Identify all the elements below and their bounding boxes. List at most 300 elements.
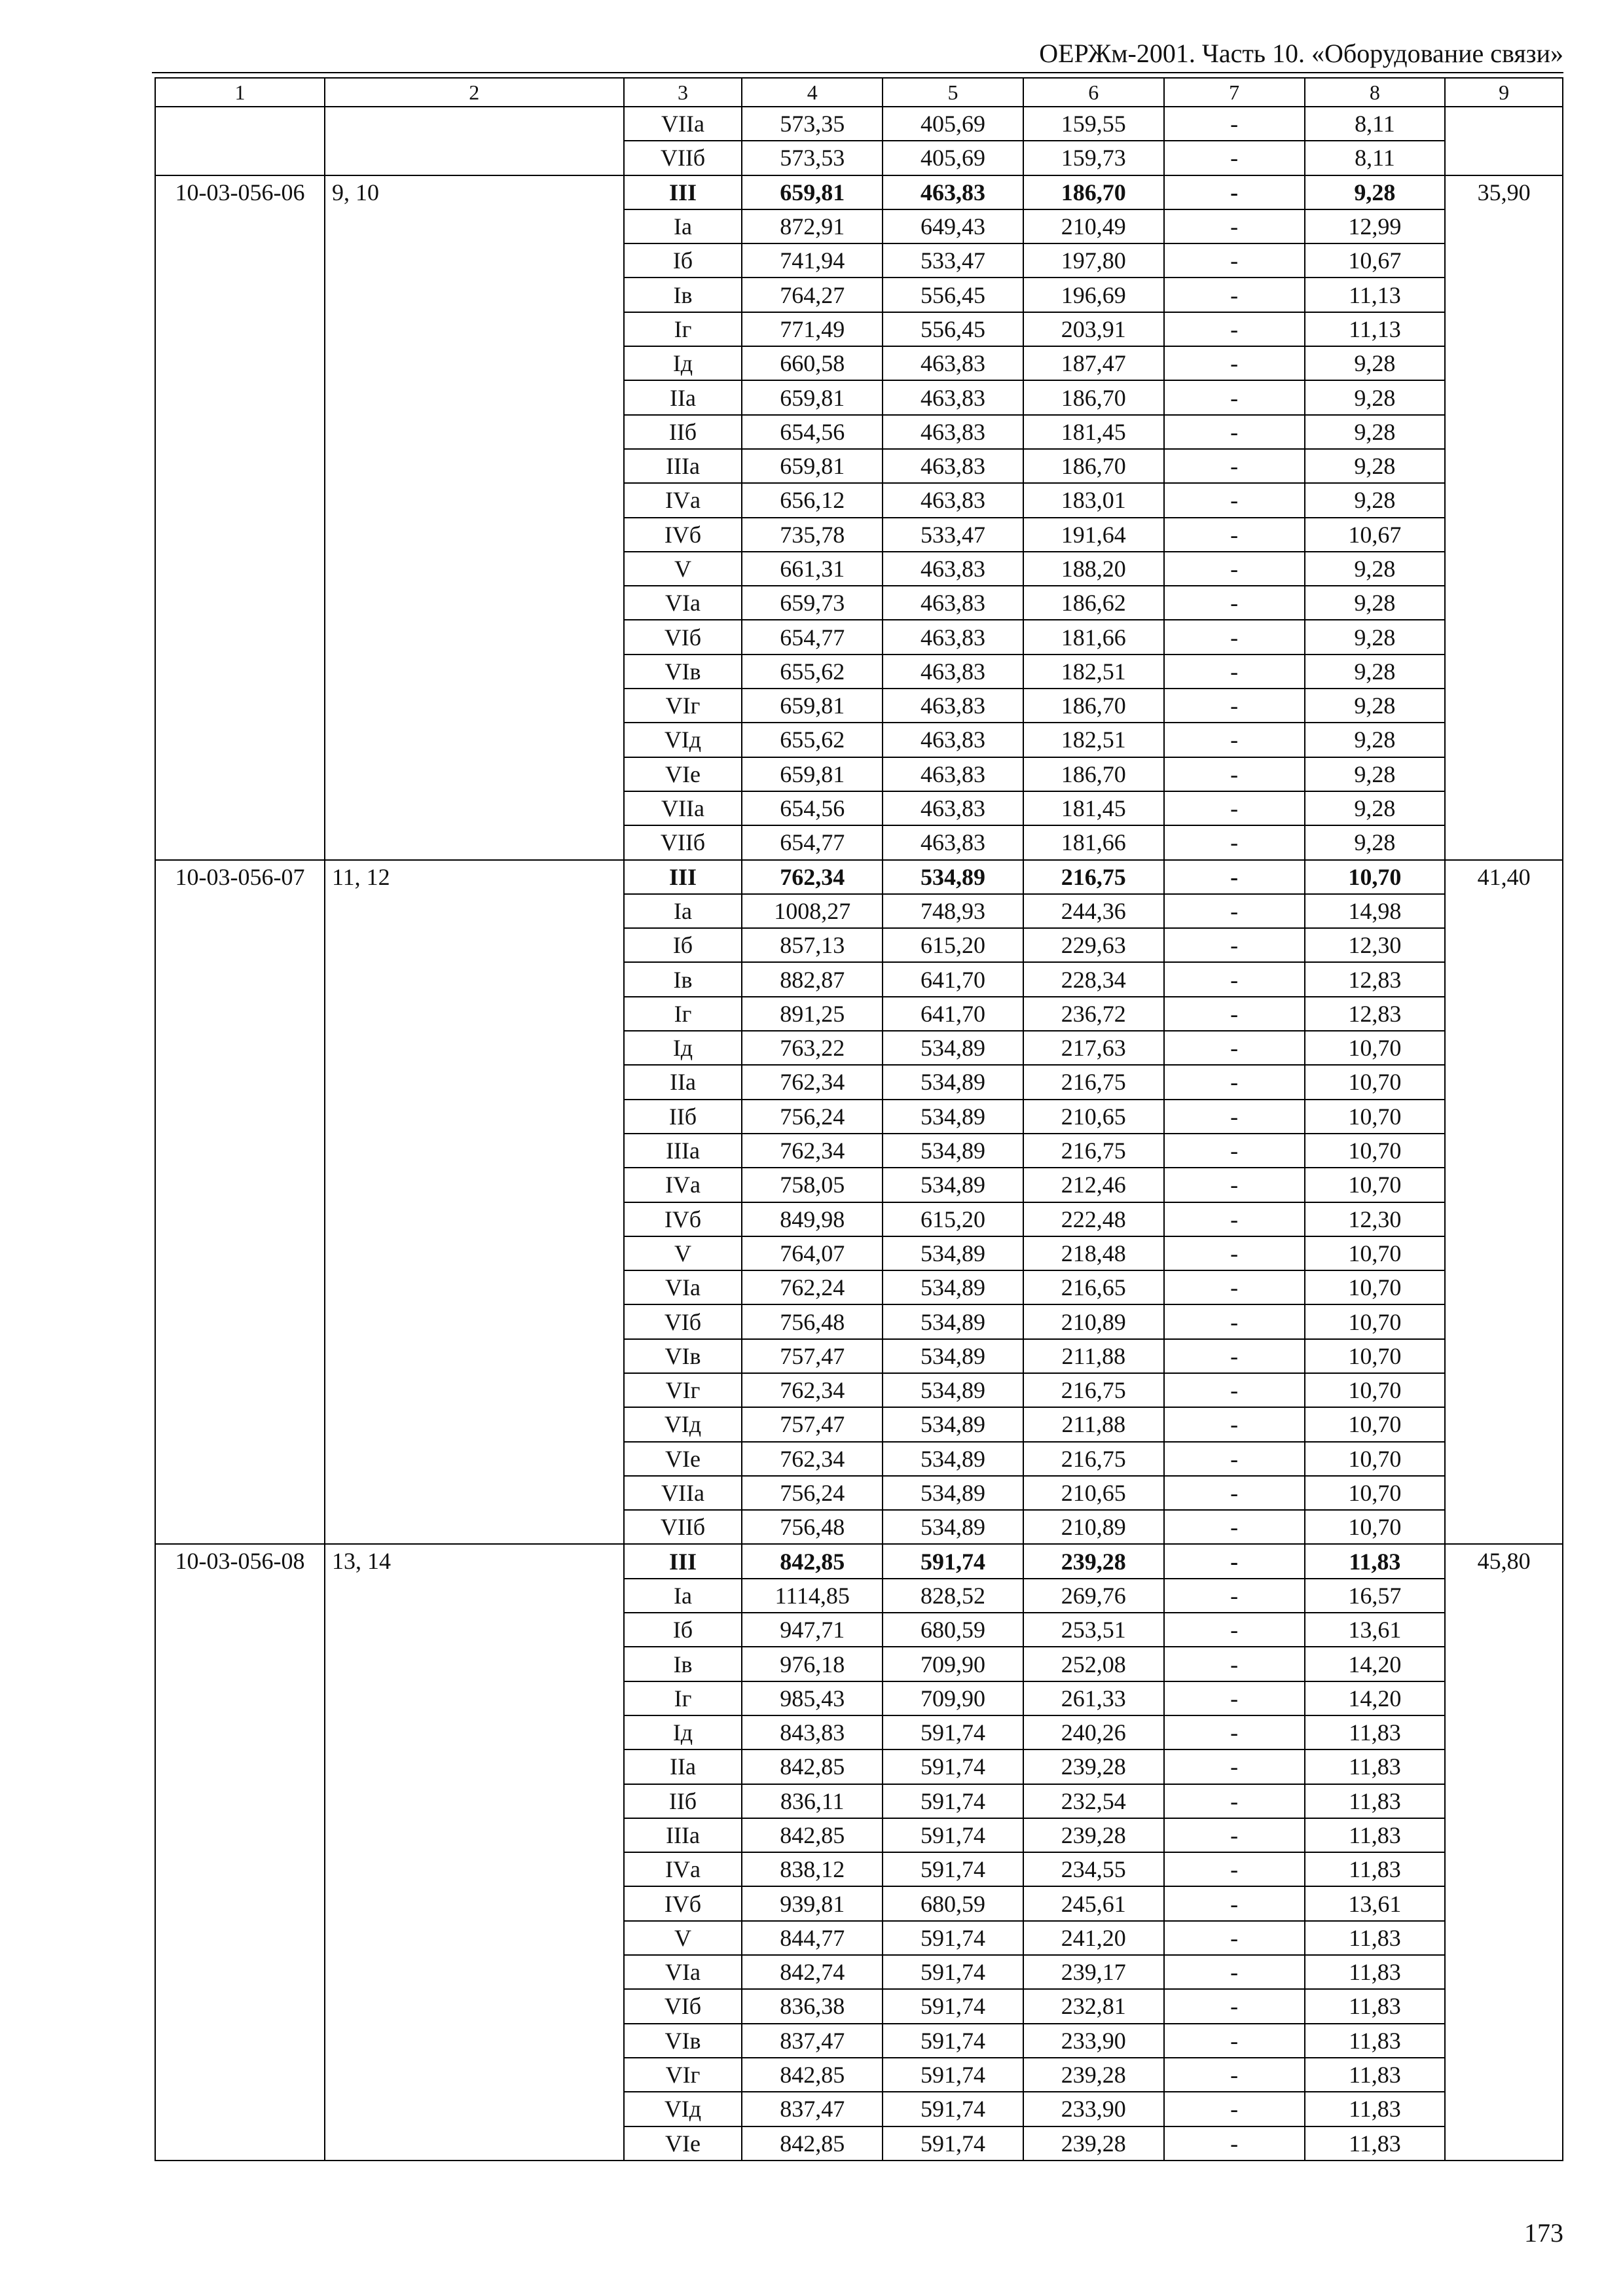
- value-cell-c7: -: [1164, 415, 1305, 449]
- value-cell-c6: 232,54: [1023, 1784, 1164, 1818]
- value-cell-c4: 757,47: [742, 1339, 883, 1373]
- value-cell-c6: 191,64: [1023, 518, 1164, 552]
- value-cell-c6: 186,70: [1023, 689, 1164, 723]
- category-cell: VIе: [624, 1442, 742, 1476]
- value-cell-c8: 9,28: [1305, 483, 1446, 517]
- value-cell-c5: 534,89: [883, 1031, 1023, 1065]
- value-cell-c4: 573,35: [742, 107, 883, 141]
- column-number: 3: [624, 78, 742, 107]
- variant-cell: 11, 12: [325, 860, 624, 1545]
- value-cell-c8: 10,67: [1305, 518, 1446, 552]
- value-cell-c7: -: [1164, 655, 1305, 689]
- category-cell: VIв: [624, 2024, 742, 2058]
- value-cell-c7: -: [1164, 1134, 1305, 1168]
- value-cell-c4: 659,81: [742, 689, 883, 723]
- variant-cell: 13, 14: [325, 1544, 624, 2160]
- value-cell-c5: 534,89: [883, 1134, 1023, 1168]
- value-cell-c6: 210,89: [1023, 1510, 1164, 1544]
- value-cell-c5: 591,74: [883, 1749, 1023, 1784]
- value-cell-c6: 233,90: [1023, 2092, 1164, 2126]
- rates-table-body: [155, 78, 1563, 2161]
- value-cell-c6: 239,28: [1023, 1818, 1164, 1852]
- value-cell-c4: 756,48: [742, 1304, 883, 1338]
- value-cell-c6: 217,63: [1023, 1031, 1164, 1065]
- value-cell-c7: -: [1164, 723, 1305, 757]
- value-cell-c5: 591,74: [883, 2092, 1023, 2126]
- category-cell: III: [624, 860, 742, 894]
- value-cell-c6: 239,28: [1023, 1749, 1164, 1784]
- category-cell: VIг: [624, 2058, 742, 2092]
- value-cell-c8: 10,70: [1305, 1065, 1446, 1099]
- value-cell-c4: 655,62: [742, 655, 883, 689]
- value-cell-c5: 641,70: [883, 962, 1023, 996]
- value-cell-c7: -: [1164, 107, 1305, 141]
- value-cell-c4: 837,47: [742, 2024, 883, 2058]
- value-cell-c7: -: [1164, 1031, 1305, 1065]
- value-cell-c8: 11,83: [1305, 1818, 1446, 1852]
- value-cell-c5: 534,89: [883, 1373, 1023, 1407]
- column-number: 6: [1023, 78, 1164, 107]
- category-cell: Iд: [624, 1715, 742, 1749]
- category-cell: IIа: [624, 1065, 742, 1099]
- value-cell-c8: 10,70: [1305, 1510, 1446, 1544]
- value-cell-c4: 891,25: [742, 997, 883, 1031]
- value-cell-c8: 16,57: [1305, 1579, 1446, 1613]
- value-cell-c5: 463,83: [883, 620, 1023, 654]
- code-cell: [155, 107, 325, 175]
- value-cell-c8: 11,83: [1305, 2092, 1446, 2126]
- rates-table: [155, 77, 1563, 2161]
- category-cell: VIа: [624, 1270, 742, 1304]
- category-cell: VIе: [624, 2126, 742, 2161]
- value-cell-c6: 253,51: [1023, 1613, 1164, 1647]
- category-cell: Iд: [624, 346, 742, 380]
- value-cell-c6: 187,47: [1023, 346, 1164, 380]
- value-cell-c7: -: [1164, 1715, 1305, 1749]
- value-cell-c8: 10,70: [1305, 1270, 1446, 1304]
- value-cell-c8: 9,28: [1305, 757, 1446, 791]
- value-cell-c4: 735,78: [742, 518, 883, 552]
- value-cell-c5: 463,83: [883, 586, 1023, 620]
- category-cell: Iа: [624, 209, 742, 243]
- value-cell-c8: 11,83: [1305, 1749, 1446, 1784]
- column-number: 7: [1164, 78, 1305, 107]
- category-cell: VIIа: [624, 791, 742, 825]
- value-cell-c6: 210,89: [1023, 1304, 1164, 1338]
- value-cell-c5: 534,89: [883, 860, 1023, 894]
- value-cell-c5: 463,83: [883, 757, 1023, 791]
- value-cell-c8: 9,28: [1305, 791, 1446, 825]
- table-row: [155, 107, 1563, 141]
- value-cell-c6: 216,75: [1023, 1373, 1164, 1407]
- value-cell-c8: 11,83: [1305, 1715, 1446, 1749]
- value-cell-c6: 245,61: [1023, 1886, 1164, 1920]
- rate-cell: [1445, 107, 1563, 175]
- value-cell-c4: 836,38: [742, 1989, 883, 2023]
- value-cell-c6: 211,88: [1023, 1339, 1164, 1373]
- value-cell-c4: 872,91: [742, 209, 883, 243]
- value-cell-c7: -: [1164, 757, 1305, 791]
- value-cell-c8: 10,70: [1305, 1407, 1446, 1441]
- value-cell-c6: 181,66: [1023, 825, 1164, 859]
- value-cell-c7: -: [1164, 586, 1305, 620]
- value-cell-c4: 659,81: [742, 380, 883, 414]
- category-cell: VIIб: [624, 1510, 742, 1544]
- value-cell-c5: 463,83: [883, 791, 1023, 825]
- value-cell-c7: -: [1164, 894, 1305, 928]
- value-cell-c5: 556,45: [883, 278, 1023, 312]
- value-cell-c7: -: [1164, 1065, 1305, 1099]
- value-cell-c8: 11,83: [1305, 1784, 1446, 1818]
- value-cell-c6: 232,81: [1023, 1989, 1164, 2023]
- value-cell-c7: -: [1164, 997, 1305, 1031]
- value-cell-c6: 239,28: [1023, 1544, 1164, 1578]
- category-cell: III: [624, 1544, 742, 1578]
- value-cell-c8: 11,13: [1305, 312, 1446, 346]
- value-cell-c8: 10,70: [1305, 1339, 1446, 1373]
- value-cell-c5: 534,89: [883, 1168, 1023, 1202]
- variant-cell: 9, 10: [325, 175, 624, 860]
- value-cell-c6: 188,20: [1023, 552, 1164, 586]
- value-cell-c5: 591,74: [883, 2058, 1023, 2092]
- value-cell-c8: 10,70: [1305, 1304, 1446, 1338]
- value-cell-c4: 660,58: [742, 346, 883, 380]
- category-cell: IVб: [624, 1202, 742, 1236]
- value-cell-c4: 654,77: [742, 825, 883, 859]
- value-cell-c8: 12,83: [1305, 962, 1446, 996]
- value-cell-c5: 463,83: [883, 552, 1023, 586]
- value-cell-c6: 234,55: [1023, 1852, 1164, 1886]
- value-cell-c8: 10,67: [1305, 243, 1446, 278]
- value-cell-c8: 9,28: [1305, 689, 1446, 723]
- value-cell-c8: 11,83: [1305, 1921, 1446, 1955]
- value-cell-c8: 10,70: [1305, 1134, 1446, 1168]
- category-cell: VIг: [624, 1373, 742, 1407]
- value-cell-c5: 534,89: [883, 1442, 1023, 1476]
- value-cell-c7: -: [1164, 2092, 1305, 2126]
- value-cell-c4: 939,81: [742, 1886, 883, 1920]
- value-cell-c7: -: [1164, 689, 1305, 723]
- value-cell-c8: 9,28: [1305, 415, 1446, 449]
- value-cell-c4: 659,73: [742, 586, 883, 620]
- value-cell-c5: 534,89: [883, 1100, 1023, 1134]
- column-number-row: [155, 78, 1563, 107]
- value-cell-c7: -: [1164, 620, 1305, 654]
- value-cell-c6: 239,17: [1023, 1955, 1164, 1989]
- category-cell: Iб: [624, 1613, 742, 1647]
- value-cell-c6: 222,48: [1023, 1202, 1164, 1236]
- value-cell-c6: 241,20: [1023, 1921, 1164, 1955]
- value-cell-c6: 216,75: [1023, 1065, 1164, 1099]
- value-cell-c5: 591,74: [883, 1989, 1023, 2023]
- category-cell: VIв: [624, 655, 742, 689]
- category-cell: Iв: [624, 278, 742, 312]
- category-cell: Iг: [624, 312, 742, 346]
- value-cell-c7: -: [1164, 1339, 1305, 1373]
- value-cell-c7: -: [1164, 1373, 1305, 1407]
- variant-cell: [325, 107, 624, 175]
- value-cell-c5: 463,83: [883, 346, 1023, 380]
- value-cell-c5: 533,47: [883, 243, 1023, 278]
- value-cell-c4: 947,71: [742, 1613, 883, 1647]
- value-cell-c6: 239,28: [1023, 2058, 1164, 2092]
- value-cell-c7: -: [1164, 243, 1305, 278]
- header-rule: [152, 72, 1563, 73]
- value-cell-c6: 240,26: [1023, 1715, 1164, 1749]
- category-cell: IIIа: [624, 1818, 742, 1852]
- value-cell-c8: 12,99: [1305, 209, 1446, 243]
- value-cell-c6: 196,69: [1023, 278, 1164, 312]
- value-cell-c4: 764,07: [742, 1236, 883, 1270]
- value-cell-c6: 269,76: [1023, 1579, 1164, 1613]
- category-cell: Iг: [624, 997, 742, 1031]
- value-cell-c7: -: [1164, 1749, 1305, 1784]
- value-cell-c7: -: [1164, 825, 1305, 859]
- value-cell-c6: 159,73: [1023, 141, 1164, 175]
- column-number: 5: [883, 78, 1023, 107]
- value-cell-c8: 13,61: [1305, 1613, 1446, 1647]
- value-cell-c5: 591,74: [883, 1921, 1023, 1955]
- value-cell-c8: 12,30: [1305, 928, 1446, 962]
- value-cell-c6: 186,62: [1023, 586, 1164, 620]
- value-cell-c4: 762,34: [742, 860, 883, 894]
- value-cell-c4: 659,81: [742, 449, 883, 483]
- value-cell-c7: -: [1164, 2058, 1305, 2092]
- category-cell: Iв: [624, 1647, 742, 1681]
- value-cell-c4: 842,85: [742, 2058, 883, 2092]
- value-cell-c5: 534,89: [883, 1304, 1023, 1338]
- value-cell-c4: 837,47: [742, 2092, 883, 2126]
- value-cell-c5: 680,59: [883, 1886, 1023, 1920]
- category-cell: Iв: [624, 962, 742, 996]
- value-cell-c7: -: [1164, 552, 1305, 586]
- value-cell-c7: -: [1164, 1544, 1305, 1578]
- value-cell-c5: 748,93: [883, 894, 1023, 928]
- value-cell-c7: -: [1164, 141, 1305, 175]
- page-header: ОЕРЖм-2001. Часть 10. «Оборудование связи»: [1039, 39, 1563, 68]
- value-cell-c5: 591,74: [883, 2024, 1023, 2058]
- value-cell-c8: 10,70: [1305, 1236, 1446, 1270]
- value-cell-c5: 533,47: [883, 518, 1023, 552]
- value-cell-c6: 182,51: [1023, 655, 1164, 689]
- category-cell: III: [624, 175, 742, 209]
- value-cell-c7: -: [1164, 1852, 1305, 1886]
- category-cell: IVа: [624, 1168, 742, 1202]
- rate-cell: 45,80: [1445, 1544, 1563, 2160]
- value-cell-c7: -: [1164, 312, 1305, 346]
- category-cell: IIб: [624, 1100, 742, 1134]
- value-cell-c8: 13,61: [1305, 1886, 1446, 1920]
- value-cell-c5: 591,74: [883, 1544, 1023, 1578]
- category-cell: VIг: [624, 689, 742, 723]
- category-cell: IIIа: [624, 449, 742, 483]
- value-cell-c5: 591,74: [883, 2126, 1023, 2161]
- category-cell: V: [624, 1921, 742, 1955]
- code-cell: 10-03-056-07: [155, 860, 325, 1545]
- value-cell-c4: 882,87: [742, 962, 883, 996]
- value-cell-c8: 10,70: [1305, 1373, 1446, 1407]
- value-cell-c7: -: [1164, 2126, 1305, 2161]
- category-cell: Iг: [624, 1681, 742, 1715]
- category-cell: VIIа: [624, 1476, 742, 1510]
- value-cell-c5: 556,45: [883, 312, 1023, 346]
- value-cell-c4: 654,56: [742, 415, 883, 449]
- value-cell-c8: 8,11: [1305, 141, 1446, 175]
- value-cell-c5: 534,89: [883, 1236, 1023, 1270]
- value-cell-c4: 976,18: [742, 1647, 883, 1681]
- category-cell: VIд: [624, 723, 742, 757]
- value-cell-c6: 210,49: [1023, 209, 1164, 243]
- value-cell-c8: 14,20: [1305, 1681, 1446, 1715]
- value-cell-c8: 11,83: [1305, 2126, 1446, 2161]
- category-cell: IIб: [624, 415, 742, 449]
- category-cell: VIа: [624, 1955, 742, 1989]
- value-cell-c8: 10,70: [1305, 1031, 1446, 1065]
- value-cell-c5: 463,83: [883, 689, 1023, 723]
- value-cell-c4: 661,31: [742, 552, 883, 586]
- value-cell-c5: 828,52: [883, 1579, 1023, 1613]
- value-cell-c6: 216,75: [1023, 1134, 1164, 1168]
- value-cell-c5: 534,89: [883, 1270, 1023, 1304]
- value-cell-c6: 244,36: [1023, 894, 1164, 928]
- category-cell: Iа: [624, 1579, 742, 1613]
- value-cell-c5: 463,83: [883, 825, 1023, 859]
- value-cell-c6: 159,55: [1023, 107, 1164, 141]
- value-cell-c5: 463,83: [883, 380, 1023, 414]
- value-cell-c5: 591,74: [883, 1955, 1023, 1989]
- value-cell-c6: 186,70: [1023, 175, 1164, 209]
- value-cell-c5: 463,83: [883, 723, 1023, 757]
- value-cell-c8: 10,70: [1305, 1168, 1446, 1202]
- category-cell: IVб: [624, 518, 742, 552]
- value-cell-c4: 573,53: [742, 141, 883, 175]
- value-cell-c6: 186,70: [1023, 380, 1164, 414]
- value-cell-c6: 233,90: [1023, 2024, 1164, 2058]
- value-cell-c4: 762,34: [742, 1065, 883, 1099]
- value-cell-c5: 591,74: [883, 1715, 1023, 1749]
- value-cell-c6: 228,34: [1023, 962, 1164, 996]
- value-cell-c7: -: [1164, 175, 1305, 209]
- value-cell-c7: -: [1164, 346, 1305, 380]
- value-cell-c8: 10,70: [1305, 1476, 1446, 1510]
- value-cell-c5: 534,89: [883, 1407, 1023, 1441]
- value-cell-c8: 9,28: [1305, 620, 1446, 654]
- value-cell-c6: 216,75: [1023, 1442, 1164, 1476]
- value-cell-c4: 659,81: [742, 175, 883, 209]
- table-row: [155, 175, 1563, 209]
- value-cell-c6: 216,75: [1023, 860, 1164, 894]
- category-cell: VIа: [624, 586, 742, 620]
- value-cell-c4: 762,34: [742, 1442, 883, 1476]
- value-cell-c6: 229,63: [1023, 928, 1164, 962]
- value-cell-c4: 843,83: [742, 1715, 883, 1749]
- table-row: [155, 860, 1563, 894]
- value-cell-c5: 463,83: [883, 655, 1023, 689]
- value-cell-c6: 236,72: [1023, 997, 1164, 1031]
- value-cell-c6: 216,65: [1023, 1270, 1164, 1304]
- value-cell-c6: 181,45: [1023, 791, 1164, 825]
- category-cell: VIIб: [624, 141, 742, 175]
- value-cell-c6: 212,46: [1023, 1168, 1164, 1202]
- value-cell-c8: 9,28: [1305, 655, 1446, 689]
- code-cell: 10-03-056-06: [155, 175, 325, 860]
- value-cell-c4: 654,56: [742, 791, 883, 825]
- value-cell-c7: -: [1164, 483, 1305, 517]
- category-cell: V: [624, 552, 742, 586]
- value-cell-c4: 842,85: [742, 1749, 883, 1784]
- value-cell-c8: 12,30: [1305, 1202, 1446, 1236]
- code-cell: 10-03-056-08: [155, 1544, 325, 2160]
- value-cell-c4: 762,24: [742, 1270, 883, 1304]
- value-cell-c6: 183,01: [1023, 483, 1164, 517]
- value-cell-c7: -: [1164, 1407, 1305, 1441]
- category-cell: IVб: [624, 1886, 742, 1920]
- column-number: 2: [325, 78, 624, 107]
- value-cell-c5: 591,74: [883, 1852, 1023, 1886]
- value-cell-c5: 709,90: [883, 1647, 1023, 1681]
- rate-cell: 35,90: [1445, 175, 1563, 860]
- value-cell-c7: -: [1164, 380, 1305, 414]
- value-cell-c6: 182,51: [1023, 723, 1164, 757]
- value-cell-c7: -: [1164, 518, 1305, 552]
- value-cell-c7: -: [1164, 1921, 1305, 1955]
- category-cell: Iа: [624, 894, 742, 928]
- value-cell-c8: 9,28: [1305, 175, 1446, 209]
- value-cell-c4: 757,47: [742, 1407, 883, 1441]
- category-cell: VIб: [624, 620, 742, 654]
- value-cell-c7: -: [1164, 1442, 1305, 1476]
- value-cell-c5: 641,70: [883, 997, 1023, 1031]
- value-cell-c7: -: [1164, 1886, 1305, 1920]
- value-cell-c4: 844,77: [742, 1921, 883, 1955]
- value-cell-c5: 463,83: [883, 415, 1023, 449]
- value-cell-c7: -: [1164, 928, 1305, 962]
- category-cell: IIа: [624, 380, 742, 414]
- category-cell: VIв: [624, 1339, 742, 1373]
- value-cell-c7: -: [1164, 1510, 1305, 1544]
- value-cell-c4: 1114,85: [742, 1579, 883, 1613]
- value-cell-c5: 591,74: [883, 1784, 1023, 1818]
- value-cell-c4: 762,34: [742, 1373, 883, 1407]
- value-cell-c5: 591,74: [883, 1818, 1023, 1852]
- value-cell-c7: -: [1164, 962, 1305, 996]
- value-cell-c7: -: [1164, 1270, 1305, 1304]
- value-cell-c8: 11,83: [1305, 1989, 1446, 2023]
- value-cell-c5: 463,83: [883, 449, 1023, 483]
- value-cell-c4: 654,77: [742, 620, 883, 654]
- value-cell-c4: 985,43: [742, 1681, 883, 1715]
- category-cell: IVа: [624, 483, 742, 517]
- value-cell-c6: 210,65: [1023, 1100, 1164, 1134]
- value-cell-c7: -: [1164, 1681, 1305, 1715]
- value-cell-c8: 9,28: [1305, 449, 1446, 483]
- value-cell-c7: -: [1164, 1579, 1305, 1613]
- value-cell-c5: 405,69: [883, 141, 1023, 175]
- value-cell-c6: 239,28: [1023, 2126, 1164, 2161]
- value-cell-c8: 9,28: [1305, 586, 1446, 620]
- value-cell-c7: -: [1164, 1100, 1305, 1134]
- page-number: 173: [1524, 2218, 1563, 2248]
- value-cell-c7: -: [1164, 209, 1305, 243]
- value-cell-c5: 463,83: [883, 175, 1023, 209]
- value-cell-c8: 9,28: [1305, 723, 1446, 757]
- value-cell-c4: 857,13: [742, 928, 883, 962]
- value-cell-c5: 534,89: [883, 1476, 1023, 1510]
- value-cell-c6: 210,65: [1023, 1476, 1164, 1510]
- value-cell-c8: 11,83: [1305, 1544, 1446, 1578]
- category-cell: IIа: [624, 1749, 742, 1784]
- value-cell-c8: 11,83: [1305, 2058, 1446, 2092]
